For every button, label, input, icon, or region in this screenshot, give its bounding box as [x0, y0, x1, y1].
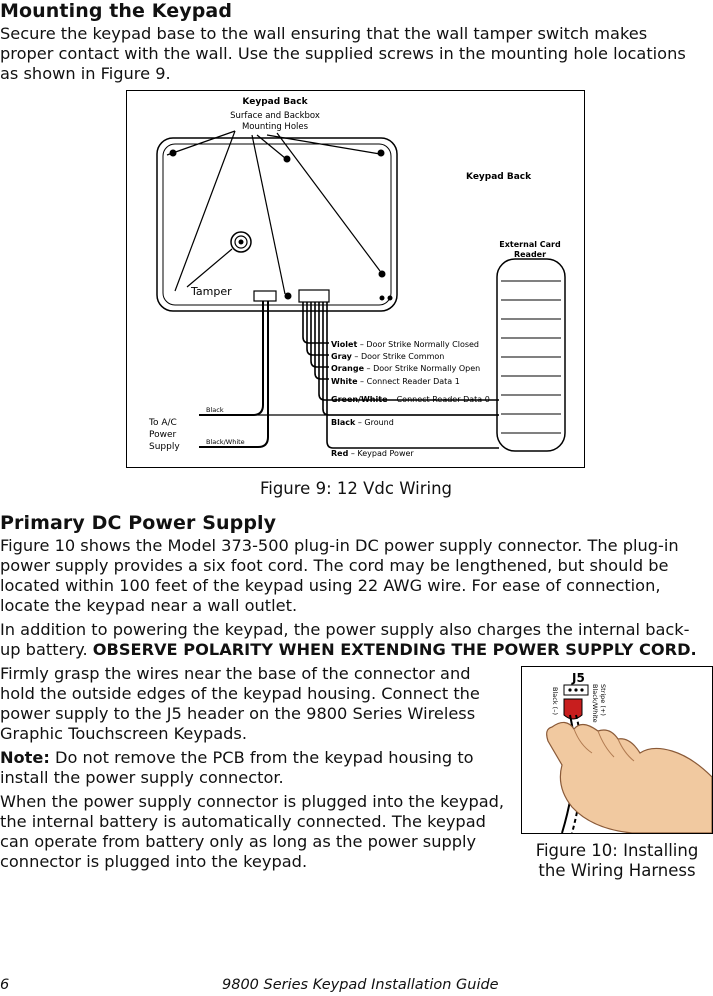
black-wire-label: Black: [206, 406, 224, 414]
wire-legend-gray: Gray – Door Strike Common: [331, 352, 445, 361]
body-line: Firmly grasp the wires near the base of the connector and: [0, 664, 471, 683]
body-line: When the power supply connector is plugged into the keypad,: [0, 792, 505, 811]
body-line: locate the keypad near a wall outlet.: [0, 596, 298, 615]
mounting-hole: [379, 271, 386, 278]
reader-label: Reader: [513, 250, 547, 259]
body-line: up battery. OBSERVE POLARITY WHEN EXTENDING THE POWER SUPPLY CORD.: [0, 640, 697, 659]
j5-label: J5: [572, 671, 585, 685]
footer-title: 9800 Series Keypad Installation Guide: [222, 977, 499, 993]
hand-connector-illustration: [522, 667, 712, 833]
body-line: as shown in Figure 9.: [0, 64, 171, 83]
figure-9-wiring-diagram: [126, 90, 585, 468]
mounting-label: Surface and Backbox: [230, 111, 320, 121]
section-heading-power-supply: Primary DC Power Supply: [0, 512, 277, 534]
keypad-back-inner-outline: [163, 144, 391, 305]
body-line: power supply provides a six foot cord. The cord may be lengthened, but should be: [0, 556, 669, 575]
mounting-leader-lines: [167, 131, 380, 294]
keypad-back-right-label: Keypad Back: [466, 172, 532, 182]
card-reader-stripes: [501, 281, 561, 433]
reader-connector: [299, 290, 329, 302]
body-line: proper contact with the wall. Use the supplied screws in the mounting hole locations: [0, 44, 686, 63]
tamper-label: Tamper: [191, 285, 232, 298]
body-line: located within 100 feet of the keypad using 22 AWG wire. For ease of connection,: [0, 576, 661, 595]
polarity-warning: OBSERVE POLARITY WHEN EXTENDING THE POWER SUPPLY CORD.: [92, 640, 697, 659]
card-reader-icon: [497, 259, 565, 451]
figure-9-caption: Figure 9: 12 Vdc Wiring: [259, 479, 453, 498]
wire-legend-white: White – Connect Reader Data 1: [331, 377, 460, 386]
page-number: 6: [0, 977, 10, 993]
body-line: Secure the keypad base to the wall ensuring that the wall tamper switch makes: [0, 24, 648, 43]
mounting-hole: [378, 150, 385, 157]
wiring-diagram-svg: [127, 91, 586, 469]
reader-label: External Card: [499, 240, 561, 249]
power-wires: [199, 301, 268, 447]
note-line: install the power supply connector.: [0, 768, 284, 787]
wire-legend-orange: Orange – Door Strike Normally Open: [331, 364, 481, 373]
black-white-label: Stripe (+): [599, 684, 607, 716]
body-line: connector is plugged into the keypad.: [0, 852, 308, 871]
hand-icon: [547, 722, 712, 833]
mounting-hole: [285, 293, 292, 300]
note-line: Note: Do not remove the PCB from the keypad housing to: [0, 748, 474, 767]
body-line: the internal battery is automatically connected. The keypad: [0, 812, 486, 831]
supply-label: Power: [149, 430, 177, 440]
figure-10-harness-photo: [521, 666, 713, 834]
wire-legend-red: Red – Keypad Power: [331, 449, 414, 458]
keypad-back-title: Keypad Back: [242, 97, 308, 107]
black-white-label: Black/White: [591, 684, 599, 723]
mounting-hole: [388, 296, 393, 301]
section-heading-mounting: Mounting the Keypad: [0, 0, 233, 22]
body-line: In addition to powering the keypad, the power supply also charges the internal back-: [0, 620, 690, 639]
body-line: can operate from battery only as long as the power supply: [0, 832, 477, 851]
body-line: Graphic Touchscreen Keypads.: [0, 724, 248, 743]
mounting-hole: [380, 296, 385, 301]
mounting-label: Mounting Holes: [241, 122, 309, 132]
black-white-wire-label: Black/White: [206, 438, 245, 446]
wire-legend-violet: Violet – Door Strike Normally Closed: [331, 340, 480, 349]
body-line: hold the outside edges of the keypad housing. Connect the: [0, 684, 480, 703]
supply-label: Supply: [149, 442, 180, 452]
power-connector: [254, 291, 276, 301]
figure-10-caption: Figure 10: Installing the Wiring Harness: [535, 841, 699, 880]
mounting-hole: [284, 156, 291, 163]
connector-plug-icon: [564, 699, 582, 719]
note-label: Note:: [0, 748, 50, 767]
wire-legend-black: Black – Ground: [331, 418, 394, 427]
body-line: power supply to the J5 header on the 9800 Series Wireless: [0, 704, 476, 723]
supply-label: To A/C: [149, 418, 177, 428]
black-minus-label: Black (–): [551, 687, 559, 715]
body-line: Figure 10 shows the Model 373-500 plug-in DC power supply connector. The plug-in: [0, 536, 679, 555]
wire-legend-green-white: Green/White – Connect Reader Data 0: [331, 395, 490, 404]
